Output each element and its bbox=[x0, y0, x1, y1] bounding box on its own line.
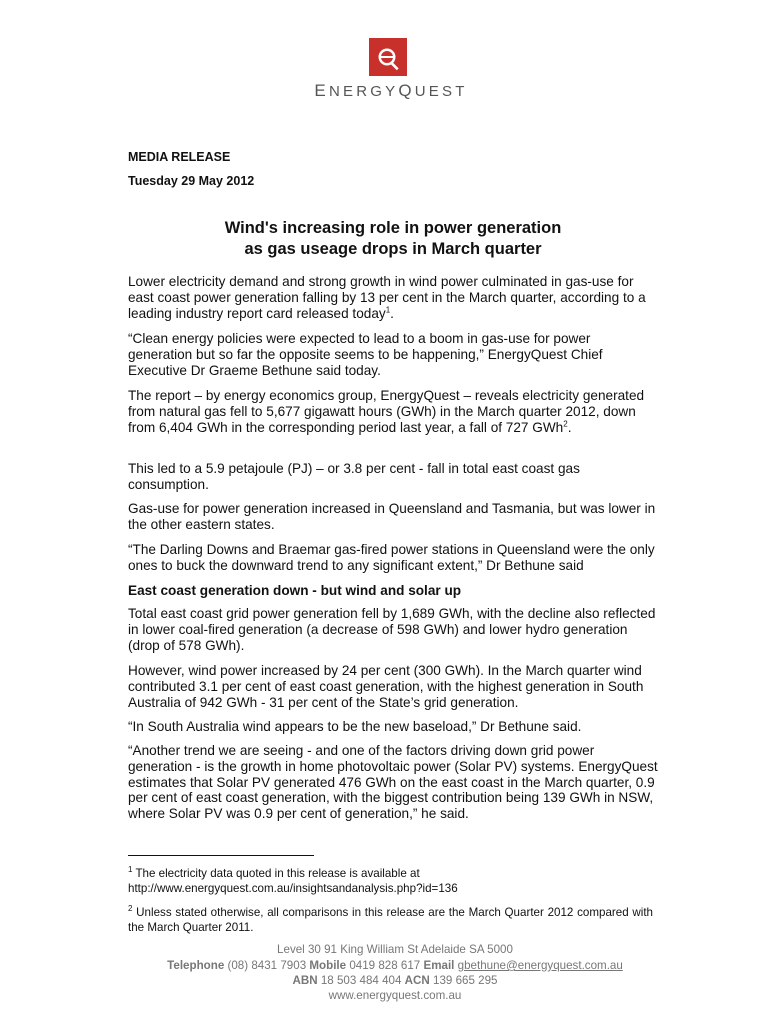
footnote-ref-2: 2 bbox=[563, 419, 568, 429]
mobile-label: Mobile bbox=[309, 959, 347, 972]
telephone-number: (08) 8431 7903 bbox=[224, 959, 310, 972]
paragraph-report-end: . bbox=[567, 419, 572, 435]
paragraph-intro-end: . bbox=[390, 305, 394, 321]
footer-contact bbox=[100, 958, 690, 973]
footnote-2-marker: 2 bbox=[128, 904, 133, 914]
headline-line-2: as gas useage drops in March quarter bbox=[244, 240, 542, 258]
media-release-label: MEDIA RELEASE bbox=[128, 150, 231, 164]
mobile-number: 0419 828 617 bbox=[346, 959, 424, 972]
paragraph-report-text: The report – by energy economics group, EnergyQuest – reveals electricity generated from natural gas fell to 5,677 gigawatt hours (GWh) in the March quarter 2012, down from 6,404 GWh in the corresponding period last year, a fall of 727 GWh bbox=[128, 388, 645, 435]
abn-label: ABN bbox=[292, 974, 318, 987]
paragraph-gas-use-states: Gas-use for power generation increased in Queensland and Tasmania, but was lower in the other eastern states. bbox=[128, 501, 656, 532]
paragraph-solar-pv: “Another trend we are seeing - and one of the factors driving down grid power generation - is the growth in home photovoltaic power (Solar PV) systems. EnergyQuest estimates that Solar PV generated 476 GWh on the east coast in the March quarter, 0.9 per cent of east coast generation, with the biggest contribution being 139 GWh in NSW, where Solar PV was 0.9 per cent of generation,” he said. bbox=[128, 743, 658, 822]
footnote-1 bbox=[128, 867, 653, 896]
footer-website[interactable]: www.energyquest.com.au bbox=[328, 989, 462, 1002]
footnote-1-text: The electricity data quoted in this release is available at bbox=[132, 867, 420, 880]
footnote-ref-1: 1 bbox=[385, 305, 391, 315]
paragraph-quote-baseload: “In South Australia wind appears to be the new baseload,” Dr Bethune said. bbox=[128, 719, 582, 734]
paragraph-intro-text: Lower electricity demand and strong growth in wind power culminated in gas-use for east coast power generation falling by 13 per cent in the March quarter, according to a leading industry report card released today bbox=[128, 274, 646, 321]
paragraph-wind-power: However, wind power increased by 24 per cent (300 GWh). In the March quarter wind contributed 3.1 per cent of east coast generation, with the highest generation in South Australia of 942 GWh - 31 per cent of the State’s grid generation. bbox=[128, 663, 644, 710]
footnote-divider bbox=[128, 855, 314, 856]
email-link[interactable]: gbethune@energyquest.com.au bbox=[457, 959, 623, 972]
logo-wordmark: ENERGYQUEST bbox=[314, 81, 468, 100]
paragraph-intro bbox=[128, 274, 658, 321]
paragraph-gas-consumption: This led to a 5.9 petajoule (PJ) – or 3.8 per cent - fall in total east coast gas consumption. bbox=[128, 461, 580, 492]
paragraph-grid-generation: Total east coast grid power generation fell by 1,689 GWh, with the decline also reflected in lower coal-fired generation (a decrease of 598 GWh) and lower hydro generation (drop of 578 GWh). bbox=[128, 606, 656, 653]
footer-address: Level 30 91 King William St Adelaide SA 5000 bbox=[277, 943, 513, 956]
subheading-east-coast: East coast generation down - but wind and solar up bbox=[128, 583, 462, 598]
email-label: Email bbox=[423, 959, 455, 972]
acn-label: ACN bbox=[404, 974, 430, 987]
headline-line-1: Wind's increasing role in power generation bbox=[224, 219, 562, 237]
release-date: Tuesday 29 May 2012 bbox=[128, 174, 255, 188]
footnote-1-marker: 1 bbox=[128, 865, 133, 875]
headline bbox=[128, 218, 658, 260]
paragraph-quote-darling-downs: “The Darling Downs and Braemar gas-fired power stations in Queensland were the only ones to buck the downward trend to any significant extent,” Dr Bethune said bbox=[128, 542, 655, 573]
footnote-2 bbox=[128, 906, 653, 935]
footnote-1-url[interactable]: http://www.energyquest.com.au/insightsandanalysis.php?id=136 bbox=[128, 881, 458, 895]
acn-number: 139 665 295 bbox=[429, 974, 498, 987]
paragraph-quote-clean-energy: “Clean energy policies were expected to lead to a boom in gas-use for power generation but so far the opposite seems to be happening,” EnergyQuest Chief Executive Dr Graeme Bethune said today. bbox=[128, 331, 603, 378]
paragraph-report bbox=[128, 388, 658, 435]
footnote-2-text: Unless stated otherwise, all comparisons in this release are the March Quarter 2012 compared with the March Quarter 2011. bbox=[128, 906, 653, 934]
abn-number: 18 503 484 404 bbox=[317, 974, 405, 987]
footer-registration bbox=[100, 973, 690, 988]
energyquest-logo bbox=[303, 34, 479, 104]
telephone-label: Telephone bbox=[167, 959, 225, 972]
energyquest-e-magnifier-logo-icon bbox=[369, 38, 407, 76]
